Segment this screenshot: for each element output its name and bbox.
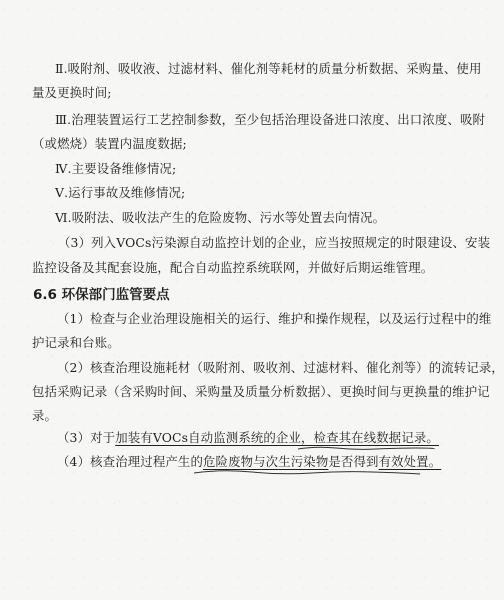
underlined-text: 加装有VOCs自动监测系统的企业，检查其在线数据记录。 — [115, 430, 439, 445]
item-3-prefix: （3）对于 — [57, 430, 116, 445]
text-line: Ⅳ.主要设备维修情况; — [55, 161, 177, 176]
text-line: Ⅴ.运行事故及维修情况; — [55, 185, 186, 200]
text-line: （3）列入VOCs污染源自动监控计划的企业，应当按照规定的时限建设、安装 — [58, 235, 491, 250]
pen-mark-underline — [296, 443, 436, 453]
text-line: （1）检查与企业治理设施相关的运行、维护和操作规程，以及运行过程中的维 — [57, 311, 492, 326]
text-line: （或燃烧）装置内温度数据; — [32, 136, 187, 151]
underlined-text: 危险废物与次生污染物 — [202, 454, 329, 469]
text-line: 录。 — [32, 408, 58, 423]
text-line: Ⅵ.吸附法、吸收法产生的危险废物、污水等处置去向情况。 — [55, 210, 386, 225]
item-4-middle: 是否得到 — [328, 454, 379, 469]
text-line: 包括采购记录（含采购时间、采购量及质量分析数据）、更换时间与更换量的维护记 — [32, 384, 490, 399]
text-line: （2）核查治理设施耗材（吸附剂、吸收剂、过滤材料、催化剂等）的流转记录， — [57, 360, 504, 375]
item-4-prefix: （4）核查治理过程产生的 — [57, 454, 203, 469]
text-line: 护记录和台账。 — [32, 335, 120, 350]
text-line: 量及更换时间; — [32, 85, 112, 100]
text-line: 监控设备及其配套设施，配合自动监控系统联网，并做好后期运维管理。 — [32, 260, 434, 275]
text-line: Ⅲ.治理装置运行工艺控制参数，至少包括治理设备进口浓度、出口浓度、吸附 — [55, 112, 486, 127]
underlined-text: 有效处置。 — [378, 454, 442, 469]
section-heading: 6.6 环保部门监管要点 — [33, 287, 170, 303]
text-line: Ⅱ.吸附剂、吸收液、过滤材料、催化剂等耗材的质量分析数据、采购量、使用 — [55, 61, 482, 76]
pen-mark-underline — [192, 467, 422, 479]
